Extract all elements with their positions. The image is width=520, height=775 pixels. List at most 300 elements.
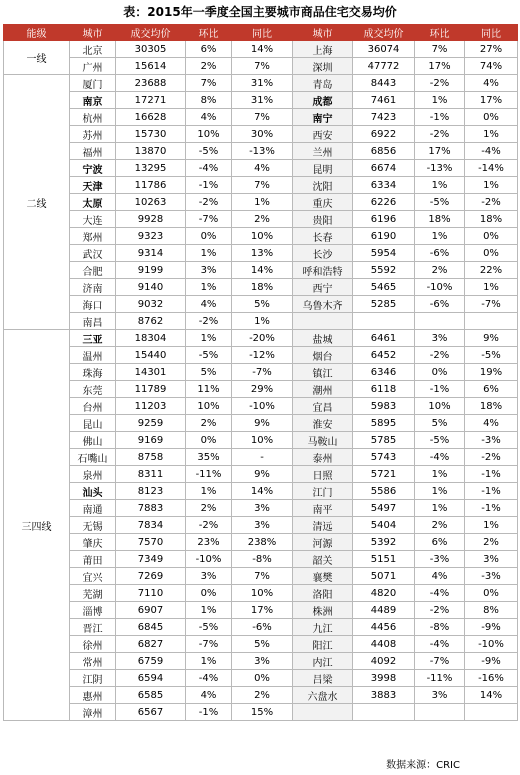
left-city-cell: 台州 [70,398,116,415]
right-mom-cell: -4% [415,449,465,466]
left-mom-cell: 10% [186,126,232,143]
header-row [4,25,518,41]
header-mom-right: 环比 [415,25,465,41]
right-yoy-cell: 0% [465,109,518,126]
left-city-cell: 南昌 [70,313,116,330]
right-city-cell: 清远 [293,517,353,534]
right-mom-cell: 1% [415,92,465,109]
right-price-cell: 5404 [353,517,415,534]
left-yoy-cell: 14% [232,41,293,58]
table-row [4,619,518,636]
table-row [4,636,518,653]
left-price-cell: 9032 [116,296,186,313]
left-mom-cell: 3% [186,262,232,279]
left-mom-cell: 35% [186,449,232,466]
left-city-cell: 苏州 [70,126,116,143]
right-yoy-cell: 2% [465,534,518,551]
right-price-cell: 6452 [353,347,415,364]
left-city-cell: 北京 [70,41,116,58]
left-price-cell: 7570 [116,534,186,551]
right-mom-cell: -5% [415,194,465,211]
table-row [4,704,518,721]
right-yoy-cell: 18% [465,398,518,415]
header-yoy-right: 同比 [465,25,518,41]
left-city-cell: 天津 [70,177,116,194]
right-yoy-cell: -3% [465,568,518,585]
left-city-cell: 昆山 [70,415,116,432]
table-row [4,109,518,126]
right-yoy-cell: -3% [465,432,518,449]
right-yoy-cell: -2% [465,194,518,211]
left-city-cell: 南京 [70,92,116,109]
right-mom-cell: -8% [415,619,465,636]
right-price-cell: 4408 [353,636,415,653]
left-city-cell: 合肥 [70,262,116,279]
right-price-cell: 4489 [353,602,415,619]
right-city-cell: 阳江 [293,636,353,653]
left-price-cell: 6585 [116,687,186,704]
right-mom-cell: -11% [415,670,465,687]
right-price-cell: 5895 [353,415,415,432]
left-mom-cell: 6% [186,41,232,58]
right-city-cell: 韶关 [293,551,353,568]
right-mom-cell: 5% [415,415,465,432]
table-row [4,585,518,602]
header-mom-left: 环比 [186,25,232,41]
left-mom-cell: 3% [186,568,232,585]
right-mom-cell: -3% [415,551,465,568]
table-row [4,653,518,670]
right-yoy-cell: -1% [465,500,518,517]
left-yoy-cell: 5% [232,636,293,653]
left-city-cell: 广州 [70,58,116,75]
table-row [4,126,518,143]
right-mom-cell: 4% [415,568,465,585]
table-row [4,279,518,296]
right-price-cell: 3883 [353,687,415,704]
right-mom-cell: -6% [415,245,465,262]
right-mom-cell: -5% [415,432,465,449]
table-row [4,313,518,330]
right-city-cell: 株洲 [293,602,353,619]
right-mom-cell: -2% [415,126,465,143]
left-city-cell: 石嘴山 [70,449,116,466]
right-city-cell: 兰州 [293,143,353,160]
left-city-cell: 福州 [70,143,116,160]
left-city-cell: 杭州 [70,109,116,126]
left-yoy-cell: 3% [232,517,293,534]
right-price-cell: 6856 [353,143,415,160]
right-mom-cell: 2% [415,517,465,534]
left-mom-cell: 2% [186,58,232,75]
left-yoy-cell: 7% [232,58,293,75]
left-yoy-cell: 15% [232,704,293,721]
left-mom-cell: -2% [186,313,232,330]
right-yoy-cell: 4% [465,75,518,92]
left-yoy-cell: -10% [232,398,293,415]
left-price-cell: 8311 [116,466,186,483]
right-price-cell [353,704,415,721]
right-price-cell: 6674 [353,160,415,177]
tier-label: 二线 [4,75,70,330]
table-row [4,58,518,75]
table-row [4,432,518,449]
right-price-cell: 5071 [353,568,415,585]
left-mom-cell: 2% [186,500,232,517]
table-row [4,415,518,432]
left-price-cell: 23688 [116,75,186,92]
right-yoy-cell: 27% [465,41,518,58]
left-yoy-cell: 13% [232,245,293,262]
right-mom-cell: 10% [415,398,465,415]
right-city-cell: 九江 [293,619,353,636]
table-row [4,296,518,313]
right-city-cell [293,704,353,721]
left-yoy-cell: -13% [232,143,293,160]
left-yoy-cell: 10% [232,228,293,245]
left-price-cell: 6594 [116,670,186,687]
right-yoy-cell: 1% [465,279,518,296]
table-row [4,381,518,398]
right-price-cell: 6118 [353,381,415,398]
left-city-cell: 芜湖 [70,585,116,602]
right-price-cell: 5465 [353,279,415,296]
right-city-cell: 河源 [293,534,353,551]
left-mom-cell: -1% [186,177,232,194]
left-price-cell: 14301 [116,364,186,381]
left-yoy-cell: 30% [232,126,293,143]
left-price-cell: 11786 [116,177,186,194]
left-yoy-cell: 1% [232,313,293,330]
right-mom-cell: -10% [415,279,465,296]
left-mom-cell: -7% [186,636,232,653]
right-yoy-cell: 0% [465,245,518,262]
right-mom-cell: -6% [415,296,465,313]
left-price-cell: 15730 [116,126,186,143]
left-yoy-cell: 7% [232,109,293,126]
right-mom-cell: -2% [415,347,465,364]
right-mom-cell [415,704,465,721]
right-city-cell: 烟台 [293,347,353,364]
header-city-left: 城市 [70,25,116,41]
right-city-cell: 盐城 [293,330,353,347]
right-city-cell: 马鞍山 [293,432,353,449]
left-price-cell: 9928 [116,211,186,228]
left-price-cell: 10263 [116,194,186,211]
table-row [4,75,518,92]
left-mom-cell: -4% [186,160,232,177]
table-row [4,568,518,585]
right-city-cell: 南宁 [293,109,353,126]
left-price-cell: 7349 [116,551,186,568]
right-price-cell: 5497 [353,500,415,517]
right-mom-cell: -1% [415,109,465,126]
left-mom-cell: 1% [186,279,232,296]
right-price-cell: 5586 [353,483,415,500]
right-mom-cell: -13% [415,160,465,177]
right-price-cell: 6461 [353,330,415,347]
right-mom-cell: 3% [415,687,465,704]
left-mom-cell: 1% [186,602,232,619]
right-yoy-cell: -16% [465,670,518,687]
right-city-cell: 南平 [293,500,353,517]
right-yoy-cell: 19% [465,364,518,381]
table-row [4,466,518,483]
left-mom-cell: 0% [186,585,232,602]
right-price-cell: 5285 [353,296,415,313]
left-price-cell: 6759 [116,653,186,670]
right-city-cell: 江门 [293,483,353,500]
left-mom-cell: 7% [186,75,232,92]
header-tier: 能级 [4,25,70,41]
left-price-cell: 13870 [116,143,186,160]
right-mom-cell: 1% [415,483,465,500]
left-mom-cell: 11% [186,381,232,398]
right-yoy-cell [465,313,518,330]
right-price-cell [353,313,415,330]
left-yoy-cell: 10% [232,432,293,449]
right-mom-cell: 1% [415,500,465,517]
right-city-cell: 吕梁 [293,670,353,687]
right-yoy-cell: -9% [465,619,518,636]
left-price-cell: 9259 [116,415,186,432]
header-price-right: 成交均价 [353,25,415,41]
table-row [4,449,518,466]
left-mom-cell: 1% [186,330,232,347]
left-city-cell: 惠州 [70,687,116,704]
right-yoy-cell: 6% [465,381,518,398]
right-city-cell [293,313,353,330]
right-price-cell: 6226 [353,194,415,211]
right-mom-cell: 1% [415,466,465,483]
left-mom-cell: 4% [186,687,232,704]
right-price-cell: 5743 [353,449,415,466]
right-yoy-cell [465,704,518,721]
right-yoy-cell: 1% [465,517,518,534]
left-price-cell: 11203 [116,398,186,415]
left-yoy-cell: 31% [232,92,293,109]
left-price-cell: 15614 [116,58,186,75]
right-price-cell: 8443 [353,75,415,92]
left-city-cell: 珠海 [70,364,116,381]
table-body [4,41,518,721]
table-row [4,670,518,687]
right-mom-cell: -4% [415,585,465,602]
right-yoy-cell: -9% [465,653,518,670]
right-mom-cell: 7% [415,41,465,58]
left-yoy-cell: - [232,449,293,466]
left-city-cell: 江阴 [70,670,116,687]
right-city-cell: 重庆 [293,194,353,211]
table-row [4,551,518,568]
table-row [4,177,518,194]
right-city-cell: 宜昌 [293,398,353,415]
right-mom-cell: 3% [415,330,465,347]
left-mom-cell: -2% [186,517,232,534]
left-city-cell: 宜兴 [70,568,116,585]
right-price-cell: 36074 [353,41,415,58]
right-city-cell: 长沙 [293,245,353,262]
right-price-cell: 47772 [353,58,415,75]
right-yoy-cell: 17% [465,92,518,109]
left-yoy-cell: 31% [232,75,293,92]
right-city-cell: 乌鲁木齐 [293,296,353,313]
right-price-cell: 6922 [353,126,415,143]
left-mom-cell: 8% [186,92,232,109]
right-price-cell: 5983 [353,398,415,415]
right-yoy-cell: 74% [465,58,518,75]
right-yoy-cell: -5% [465,347,518,364]
left-city-cell: 温州 [70,347,116,364]
right-price-cell: 7423 [353,109,415,126]
left-city-cell: 泉州 [70,466,116,483]
right-city-cell: 镇江 [293,364,353,381]
table-row [4,534,518,551]
right-city-cell: 六盘水 [293,687,353,704]
right-mom-cell: -2% [415,602,465,619]
right-city-cell: 深圳 [293,58,353,75]
table-row [4,687,518,704]
left-price-cell: 7883 [116,500,186,517]
table-row [4,92,518,109]
table-row [4,228,518,245]
table-row [4,41,518,58]
right-city-cell: 昆明 [293,160,353,177]
left-mom-cell: -4% [186,670,232,687]
right-yoy-cell: 18% [465,211,518,228]
left-price-cell: 18304 [116,330,186,347]
left-yoy-cell: 4% [232,160,293,177]
left-city-cell: 郑州 [70,228,116,245]
left-yoy-cell: 9% [232,466,293,483]
table-row [4,398,518,415]
right-yoy-cell: -10% [465,636,518,653]
left-mom-cell: 23% [186,534,232,551]
left-yoy-cell: 2% [232,211,293,228]
left-city-cell: 漳州 [70,704,116,721]
right-price-cell: 4820 [353,585,415,602]
left-yoy-cell: 9% [232,415,293,432]
right-price-cell: 6334 [353,177,415,194]
left-mom-cell: 0% [186,432,232,449]
left-mom-cell: 4% [186,109,232,126]
left-price-cell: 30305 [116,41,186,58]
right-mom-cell: 17% [415,58,465,75]
right-city-cell: 洛阳 [293,585,353,602]
left-mom-cell: 5% [186,364,232,381]
left-price-cell: 6907 [116,602,186,619]
left-mom-cell: 1% [186,653,232,670]
left-price-cell: 9169 [116,432,186,449]
right-city-cell: 沈阳 [293,177,353,194]
left-price-cell: 6827 [116,636,186,653]
left-city-cell: 莆田 [70,551,116,568]
left-mom-cell: 4% [186,296,232,313]
left-price-cell: 15440 [116,347,186,364]
right-city-cell: 西宁 [293,279,353,296]
right-city-cell: 成都 [293,92,353,109]
table-row [4,364,518,381]
left-mom-cell: -2% [186,194,232,211]
table-row [4,517,518,534]
left-yoy-cell: 0% [232,670,293,687]
left-yoy-cell: 10% [232,585,293,602]
left-yoy-cell: 29% [232,381,293,398]
table-row [4,194,518,211]
right-yoy-cell: -4% [465,143,518,160]
left-mom-cell: -5% [186,347,232,364]
left-mom-cell: 1% [186,245,232,262]
right-city-cell: 青岛 [293,75,353,92]
left-price-cell: 6567 [116,704,186,721]
left-yoy-cell: 14% [232,262,293,279]
left-yoy-cell: 17% [232,602,293,619]
right-city-cell: 泰州 [293,449,353,466]
left-city-cell: 厦门 [70,75,116,92]
right-price-cell: 3998 [353,670,415,687]
table-row [4,347,518,364]
left-city-cell: 肇庆 [70,534,116,551]
right-price-cell: 7461 [353,92,415,109]
right-yoy-cell: -7% [465,296,518,313]
left-mom-cell: 1% [186,483,232,500]
right-mom-cell: -4% [415,636,465,653]
left-price-cell: 16628 [116,109,186,126]
right-mom-cell: 17% [415,143,465,160]
right-price-cell: 5151 [353,551,415,568]
price-table [3,24,518,721]
right-price-cell: 6190 [353,228,415,245]
right-yoy-cell: 0% [465,228,518,245]
table-row [4,500,518,517]
tier-label: 三四线 [4,330,70,721]
left-price-cell: 7834 [116,517,186,534]
left-city-cell: 济南 [70,279,116,296]
left-yoy-cell: -7% [232,364,293,381]
left-yoy-cell: 5% [232,296,293,313]
left-city-cell: 东莞 [70,381,116,398]
left-mom-cell: -11% [186,466,232,483]
left-price-cell: 9314 [116,245,186,262]
right-mom-cell: -2% [415,75,465,92]
left-price-cell: 6845 [116,619,186,636]
left-price-cell: 8758 [116,449,186,466]
left-city-cell: 宁波 [70,160,116,177]
right-yoy-cell: -2% [465,449,518,466]
left-price-cell: 11789 [116,381,186,398]
left-yoy-cell: 14% [232,483,293,500]
left-yoy-cell: 1% [232,194,293,211]
left-city-cell: 武汉 [70,245,116,262]
right-yoy-cell: 1% [465,126,518,143]
right-price-cell: 5392 [353,534,415,551]
left-price-cell: 9323 [116,228,186,245]
right-yoy-cell: 3% [465,551,518,568]
right-price-cell: 6196 [353,211,415,228]
right-city-cell: 上海 [293,41,353,58]
right-price-cell: 6346 [353,364,415,381]
left-price-cell: 17271 [116,92,186,109]
header-city-right: 城市 [293,25,353,41]
right-mom-cell: 2% [415,262,465,279]
left-mom-cell: -5% [186,143,232,160]
right-city-cell: 襄樊 [293,568,353,585]
left-city-cell: 无锡 [70,517,116,534]
left-mom-cell: -10% [186,551,232,568]
left-yoy-cell: 7% [232,177,293,194]
right-city-cell: 日照 [293,466,353,483]
right-yoy-cell: -14% [465,160,518,177]
